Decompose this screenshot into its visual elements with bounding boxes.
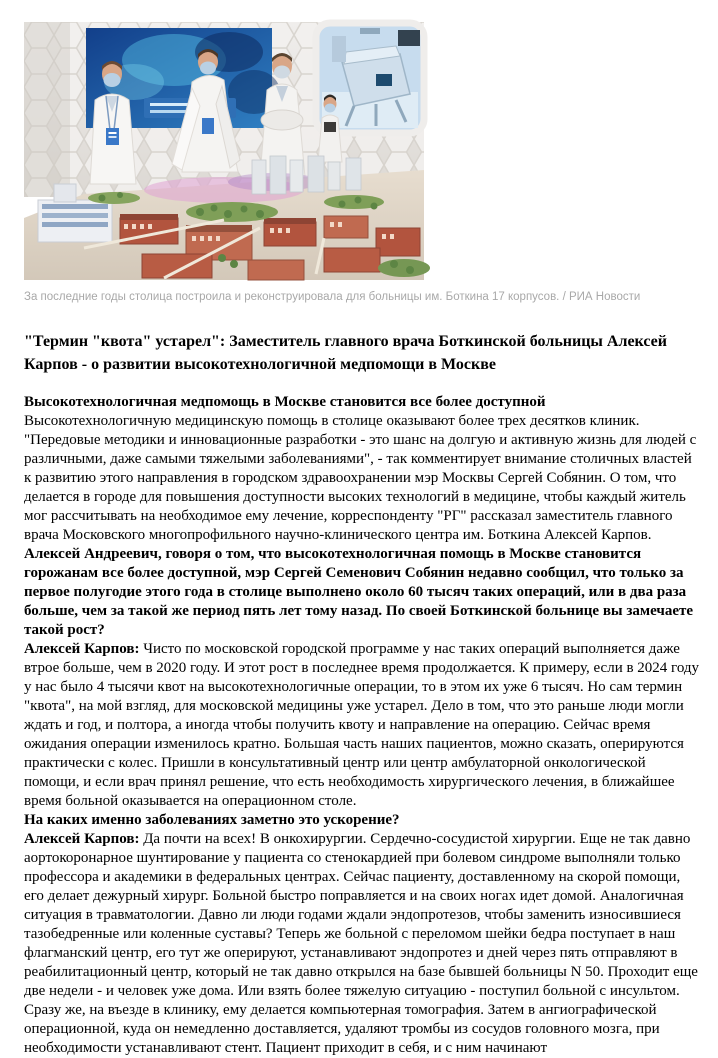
article-paragraph xyxy=(24,545,700,640)
bold-text-run: Алексей Карпов: xyxy=(24,831,140,847)
article-body xyxy=(24,393,700,1058)
bold-text-run: Высокотехнологичная медпомощь в Москве становится все более доступной xyxy=(24,394,546,410)
article-paragraph xyxy=(24,830,700,1058)
article-headline: "Термин "квота" устарел": Заместитель главного врача Боткинской больницы Алексей Карпов - о развитии высокотехнологичной медпомощи в Москве xyxy=(24,333,667,373)
article-paragraph xyxy=(24,412,700,545)
article-paragraph xyxy=(24,393,700,412)
article-figure xyxy=(24,22,698,305)
text-run: Высокотехнологичную медицинскую помощь в столице оказывают более трех десятков клиник. "Передовые методики и инновационные разработки - это шанс на долгую и активную жизнь для людей с различными, даже самыми тяжелыми заболеваниями", - так комментирует внимание столичных властей к развитию этого направления в городском здравоохранении мэр Москвы Сергей Собянин. О том, что делается в городе для повышения доступности высоких технологий в медицине, чтобы каждый житель мог рассчитывать на необходимое ему лечение, корреспонденту "РГ" рассказал заместитель главного врача Московского многопрофильного научно-клинического центра им. Боткина Алексей Карпов. xyxy=(24,413,697,543)
text-run: Чисто по московской городской программе у нас таких операций выполняется даже втрое больше, чем в 2020 году. И этот рост в последнее время продолжается. К примеру, если в 2024 году у нас было 4 тысячи квот на высокотехнологичные операции, то в этом их уже 6 тысяч. Но сам термин "квота", на мой взгляд, для московской медицины уже устарел. Дело в том, что это раньше люди могли ждать и год, и полтора, а иногда чтобы получить квоту и направление на операцию. Сейчас время ожидания операции изменилось кратно. Большая часть наших пациентов, можно сказать, оперируются практически с колес. Пришли в консультативный центр или центр амбулаторной онкологической помощи, и если врач принял решение, что есть необходимость хирургического лечения, в ближайшее время больной оказывается на операционном столе. xyxy=(24,641,700,809)
text-run: Да почти на всех! В онкохирургии. Сердечно-сосудистой хирургии. Еще не так давно аортокоронарное шунтирование у пациента со стенокардией при болевом синдроме выполняли только профессора и академики в федеральных центрах. Сейчас пациенту, доставленному на скорой помощи, его делает дежурный хирург. Больной быстро поправляется и на своих ногах идет домой. Аналогичная ситуация в травматологии. Давно ли люди годами ждали эндопротезов, чтобы заменить износившиеся тазобедренные или коленные суставы? Теперь же больной с переломом шейки бедра поступает в наш флагманский центр, его тут же оперируют, устанавливают эндопротез и дней через пять отправляют в реабилитационный центр, который не так давно открылся на базе бывшей больницы N 50. Проходит еще две недели - и человек уже дома. Или взять более тяжелую ситуацию - поступил больной с инсультом. Сразу же, на въезде в клинику, ему делается компьютерная томография. Затем в ангиографической операционной, куда он немедленно доставляется, удаляют тромбы из сосудов головного мозга, при необходимости устанавливают стент. Пациент приходит в себя, и с ним начинают xyxy=(24,831,698,1056)
bold-text-run: На каких именно заболеваниях заметно это ускорение? xyxy=(24,812,400,828)
article-photo xyxy=(24,22,424,280)
article-paragraph xyxy=(24,640,700,811)
bold-text-run: Алексей Андреевич, говоря о том, что высокотехнологичная помощь в Москве становится горожанам все более доступной, мэр Сергей Семенович Собянин недавно сообщил, что только за первое полугодие этого года в столице выполнено около 60 тысяч таких операций, или в два раза больше, чем за такой же период пять лет тому назад. По своей Боткинской больнице вы замечаете такой рост? xyxy=(24,546,694,638)
bold-text-run: Алексей Карпов: xyxy=(24,641,140,657)
article-paragraph xyxy=(24,811,700,830)
photo-caption: За последние годы столица построила и реконструировала для больницы им. Боткина 17 корпусов. / РИА Новости xyxy=(24,291,641,303)
